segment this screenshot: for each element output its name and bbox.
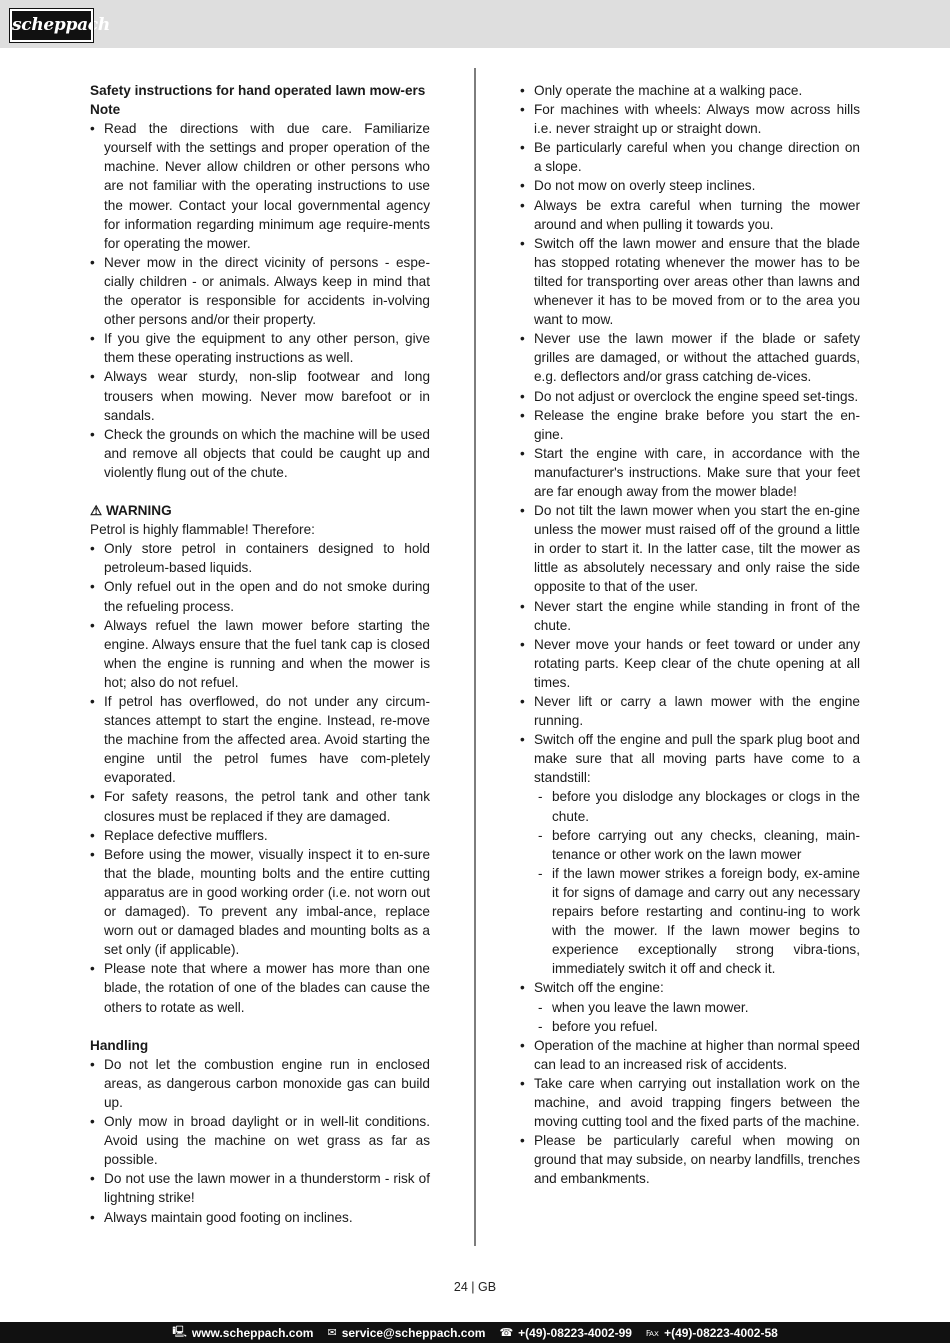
list-item: • Only refuel out in the open and do not smoke during the refueling process. — [90, 577, 430, 615]
list-item: • Start the engine with care, in accordance with the manufacturer's instructions. Make sure that your feet are far enough away from the mower blade! — [520, 444, 860, 501]
list-item: • Never use the lawn mower if the blade or safety grilles are damaged, or without the attached guards, e.g. deflectors and/or grass catching de-vices. — [520, 329, 860, 386]
section-subtitle-note: Note — [90, 102, 121, 118]
list-item: • Never lift or carry a lawn mower with the engine running. — [520, 692, 860, 730]
petrol-list — [90, 539, 430, 1016]
envelope-icon: ✉ — [327, 1327, 337, 1339]
handling-list — [90, 1055, 430, 1227]
list-item: • Always maintain good footing on inclines. — [90, 1208, 430, 1227]
list-item: • Please note that where a mower has more than one blade, the rotation of one of the blades can cause the others to rotate as well. — [90, 959, 430, 1016]
list-item: • Operation of the machine at higher than normal speed can lead to an increased risk of accidents. — [520, 1036, 860, 1074]
computer-icon: 🖳 — [172, 1326, 187, 1338]
list-item: • Check the grounds on which the machine will be used and remove all objects that could be caught up and violently flung out of the chute. — [90, 425, 430, 482]
list-item: • Never move your hands or feet toward or under any rotating parts. Keep clear of the chute opening at all times. — [520, 635, 860, 692]
right-column — [520, 81, 860, 1188]
list-item: • Be particularly careful when you change direction on a slope. — [520, 138, 860, 176]
standstill-text: Switch off the engine and pull the spark plug boot and make sure that all moving parts have come to a standstill: — [534, 732, 860, 786]
sub-list-item: - before you refuel. — [534, 1017, 860, 1036]
list-item: • Replace defective mufflers. — [90, 826, 430, 845]
list-item: • Take care when carrying out installation work on the machine, and avoid trapping fingers between the moving cutting tool and the fixed parts of the machine. — [520, 1074, 860, 1131]
list-item: • Do not adjust or overclock the engine speed set-tings. — [520, 387, 860, 406]
list-item: • For safety reasons, the petrol tank and other tank closures must be replaced if they are damaged. — [90, 787, 430, 825]
list-item — [520, 978, 860, 1035]
telephone-icon: ☎ — [499, 1327, 514, 1339]
warning-title: WARNING — [105, 503, 172, 519]
column-divider — [474, 68, 476, 1246]
list-item: • Do not use the lawn mower in a thunderstorm - risk of lightning strike! — [90, 1169, 430, 1207]
operation-list — [520, 81, 860, 1188]
standstill-sublist — [534, 787, 860, 978]
safety-list — [90, 119, 430, 482]
scheppach-logo: scheppach — [10, 9, 93, 42]
footer-fax-number: +(49)-08223-4002-58 — [664, 1325, 778, 1340]
warning-triangle-icon: ⚠ — [90, 503, 103, 519]
list-item: • Only operate the machine at a walking pace. — [520, 81, 860, 100]
page-footer — [0, 1322, 950, 1343]
list-item: • If you give the equipment to any other person, give them these operating instructions as well. — [90, 329, 430, 367]
warning-heading — [90, 501, 430, 520]
fax-icon: ℻ — [645, 1327, 660, 1339]
page-header — [0, 0, 950, 48]
list-item: • Always refuel the lawn mower before starting the engine. Always ensure that the fuel tank cap is closed when the engine is running and when the mower is hot; also do not refuel. — [90, 616, 430, 692]
footer-web[interactable] — [172, 1323, 313, 1342]
list-item: • Do not mow on overly steep inclines. — [520, 176, 860, 195]
sub-list-item: - if the lawn mower strikes a foreign body, ex-amine it for signs of damage and carry out any necessary repairs before restarting and continu-ing to work with the mower. If the lawn mower begins to experience exceptionally strong vibra-tions, immediately switch it off and check it. — [534, 864, 860, 979]
footer-email-link[interactable]: service@scheppach.com — [341, 1325, 486, 1340]
sub-list-item: - when you leave the lawn mower. — [534, 998, 860, 1017]
footer-web-link[interactable]: www.scheppach.com — [191, 1325, 314, 1340]
sub-list-item: - before carrying out any checks, cleaning, main-tenance or other work on the lawn mower — [534, 826, 860, 864]
list-item: • Always be extra careful when turning the mower around and when pulling it towards you. — [520, 196, 860, 234]
list-item: • For machines with wheels: Always mow across hills i.e. never straight up or straight down. — [520, 100, 860, 138]
list-item: • If petrol has overflowed, do not under any circum-stances attempt to start the engine. Instead, re-move the machine from the affected area. Avoid starting the engine until the petrol fumes have com-pletely evaporated. — [90, 692, 430, 787]
footer-phone — [499, 1326, 631, 1340]
list-item: • Before using the mower, visually inspect it to en-sure that the blade, mounting bolts and the entire cutting apparatus are in good working order (i.e. not worn out or damaged). To prevent any imbal-ance, replace worn out or damaged blades and mounting bolts as a set only (if applicable). — [90, 845, 430, 960]
engine-off-sublist — [534, 998, 860, 1036]
section-title-safety: Safety instructions for hand operated lawn mow-ers — [90, 83, 426, 98]
footer-email[interactable] — [327, 1326, 485, 1340]
section-title-handling: Handling — [90, 1037, 149, 1053]
list-item: • Switch off the lawn mower and ensure that the blade has stopped rotating whenever the mower has to be tilted for transporting over areas other than lawns and whenever it has to be moved from or to the area you want to mow. — [520, 234, 860, 329]
list-item: • Never start the engine while standing in front of the chute. — [520, 597, 860, 635]
list-item: • Never mow in the direct vicinity of persons - espe-cially children - or animals. Always keep in mind that the operator is responsible for accidents in-volving other persons and/or their property. — [90, 253, 430, 329]
list-item — [520, 730, 860, 978]
list-item: • Please be particularly careful when mowing on ground that may subside, on nearby landfills, trenches and embankments. — [520, 1131, 860, 1188]
left-column — [90, 81, 430, 1227]
footer-phone-number: +(49)-08223-4002-99 — [518, 1325, 632, 1340]
engine-off-text: Switch off the engine: — [534, 980, 664, 996]
page-number: 24 | GB — [453, 1280, 497, 1294]
list-item: • Only mow in broad daylight or in well-lit conditions. Avoid using the machine on wet grass as far as possible. — [90, 1112, 430, 1169]
list-item: • Always wear sturdy, non-slip footwear and long trousers when mowing. Never mow barefoot or in sandals. — [90, 367, 430, 424]
list-item: • Do not let the combustion engine run in enclosed areas, as dangerous carbon monoxide gas can build up. — [90, 1055, 430, 1112]
list-item: • Do not tilt the lawn mower when you start the en-gine unless the mower must raised off of the ground a little in order to start it. In the latter case, tilt the mower as little as absolutely necessary and only raise the side opposite to that of the user. — [520, 501, 860, 596]
warning-intro: Petrol is highly flammable! Therefore: — [90, 522, 315, 538]
list-item: • Release the engine brake before you start the en-gine. — [520, 406, 860, 444]
list-item: • Only store petrol in containers designed to hold petroleum-based liquids. — [90, 539, 430, 577]
sub-list-item: - before you dislodge any blockages or clogs in the chute. — [534, 787, 860, 825]
footer-fax — [646, 1326, 778, 1340]
list-item: • Read the directions with due care. Familiarize yourself with the settings and proper operation of the machine. Never allow children or other persons who are not familiar with the operating instructions to use the mower. Contact your local governmental agency for information regarding minimum age require-ments for operating the mower. — [90, 119, 430, 253]
